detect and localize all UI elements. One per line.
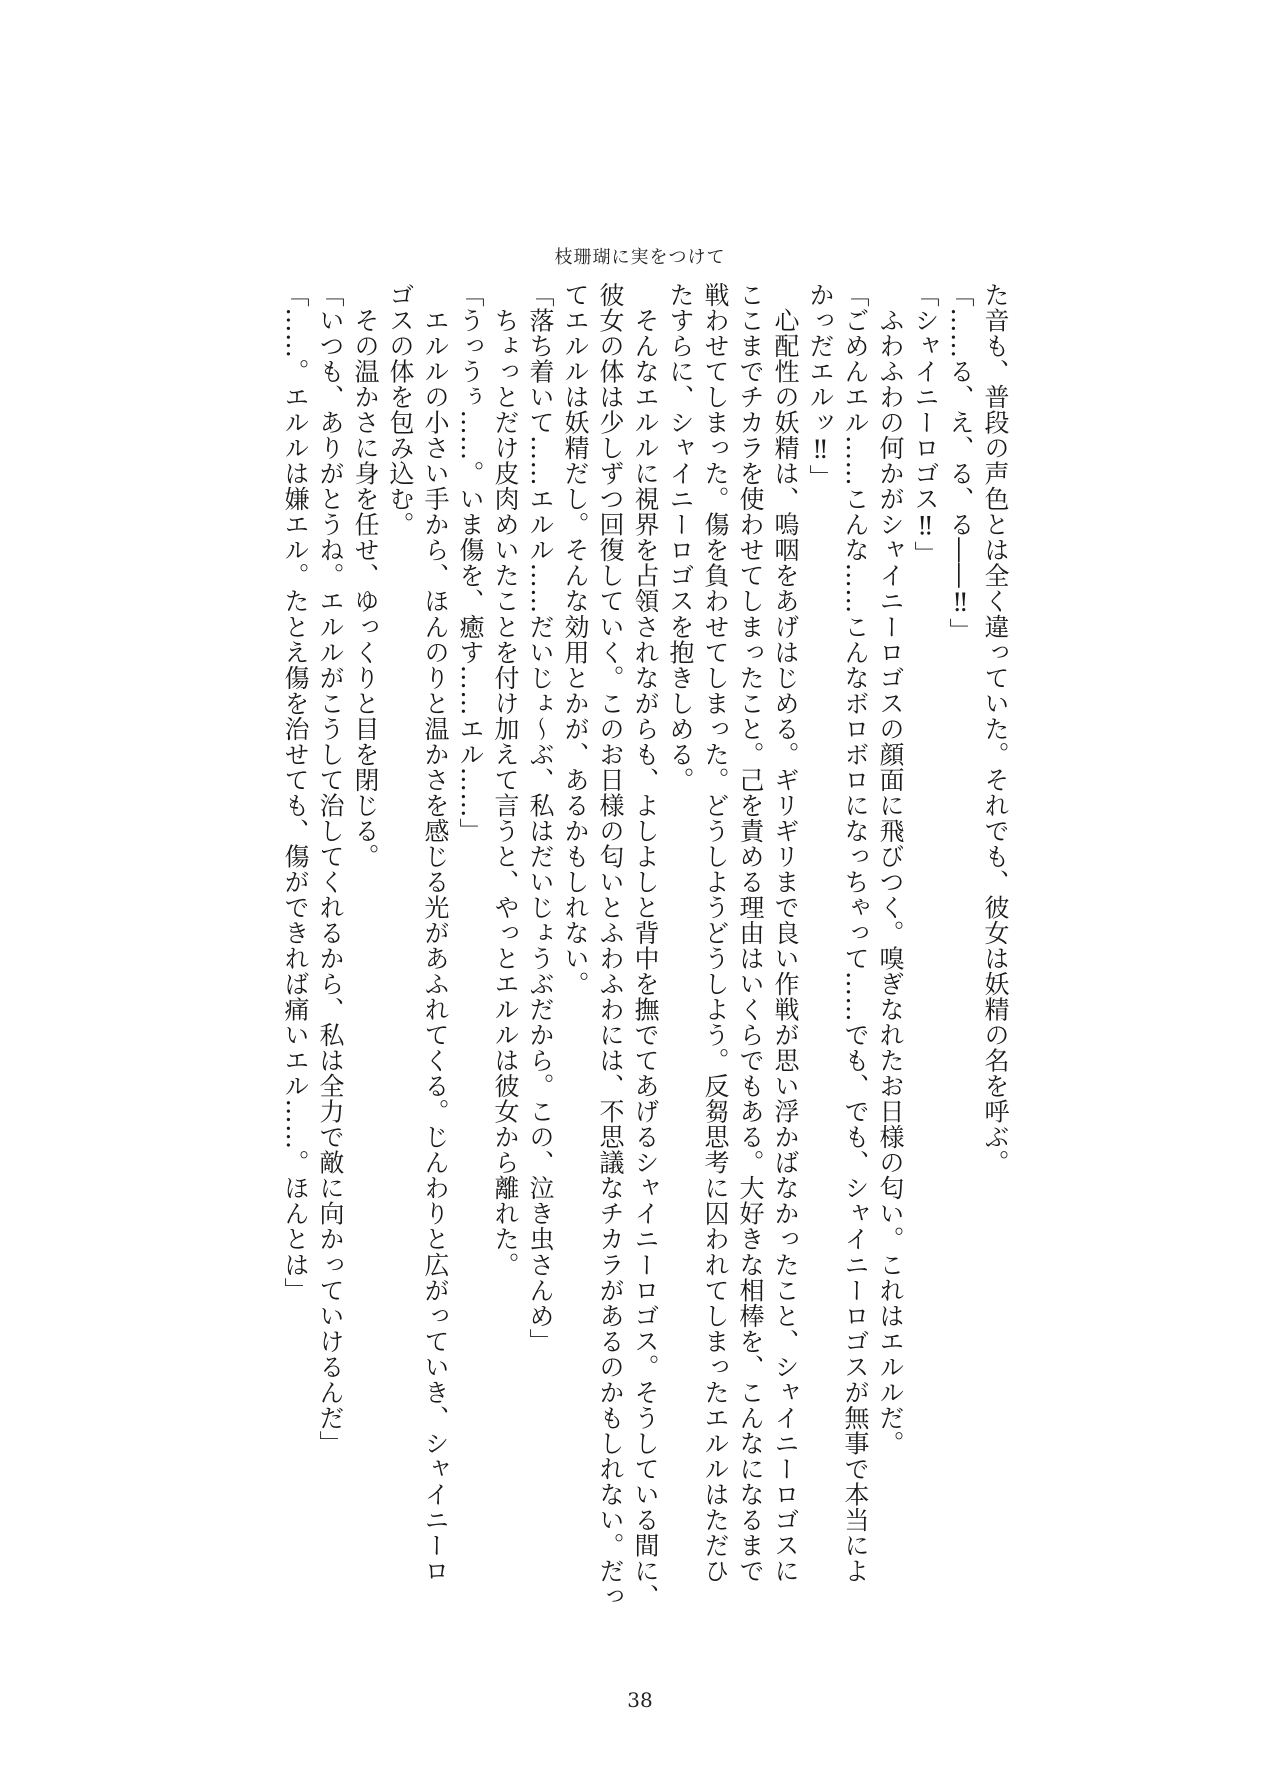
- text-line: そんなエルルに視界を占領されながらも、よしよしと背中を撫でてあげるシャイニーロゴス。そうしている間に、: [631, 282, 660, 1610]
- text-line: 「うっうぅ……。いま傷を、癒す……エル……」: [456, 282, 485, 844]
- text-line: ちょっとだけ皮肉めいたことを付け加えて言うと、やっとエルルは彼女から離れた。: [491, 282, 520, 1278]
- text-line: 「いつも、ありがとうね。エルルがこうして治してくれるから、私は全力で敵に向かっていけるんだ」: [316, 282, 345, 1456]
- text-line: 戦わせてしまった。傷を負わせてしまった。どうしようどうしよう。反芻思考に囚われてしまったエルルはただひ: [701, 282, 730, 1584]
- text-line: ゴスの体を包み込む。: [386, 282, 415, 538]
- text-line: エルルの小さい手から、ほんのりと温かさを感じる光があふれてくる。じんわりと広がっていき、シャイニーロ: [421, 282, 450, 1584]
- text-line: ふわふわの何かがシャイニーロゴスの顔面に飛びつく。嗅ぎなれたお日様の匂い。これはエルルだ。: [876, 282, 905, 1456]
- text-line: 心配性の妖精は、嗚咽をあげはじめる。ギリギリまで良い作戦が思い浮かばなかったこと、シャイニーロゴスに: [771, 282, 800, 1584]
- vertical-body-text: [268, 282, 1013, 1622]
- text-line: かっだエルッ‼」: [806, 282, 835, 491]
- text-line: 「ごめんエル……こんな……こんなボロボロになっちゃって……でも、でも、シャイニーロゴスが無事で本当によ: [841, 282, 870, 1584]
- page-number: 38: [627, 1688, 653, 1712]
- text-line: その温かさに身を任せ、ゆっくりと目を閉じる。: [351, 282, 380, 869]
- text-line: 彼女の体は少しずつ回復していく。このお日様の匂いとふわふわには、不思議なチカラがあるのかもしれない。だっ: [596, 282, 625, 1610]
- text-line: た音も、普段の声色とは全く違っていた。それでも、彼女は妖精の名を呼ぶ。: [981, 282, 1010, 1176]
- text-line: 「落ち着いて……エルル……だいじょ〜ぶ、私はだいじょうぶだから。この、泣き虫さんめ」: [526, 282, 555, 1354]
- text-line: 「シャイニーロゴス‼」: [911, 282, 940, 567]
- text-line: てエルルは妖精だし。そんな効用とかが、あるかもしれない。: [561, 282, 590, 997]
- running-head: 枝珊瑚に実をつけて: [554, 247, 726, 268]
- text-line: ここまでチカラを使わせてしまったこと。己を責める理由はいくらでもある。大好きな相棒を、こんなになるまで: [736, 282, 765, 1584]
- text-line: 「……る、え、る、る――‼」: [946, 282, 975, 644]
- text-line: 「……。エルルは嫌エル。たとえ傷を治せても、傷ができれば痛いエル……。ほんとは」: [281, 282, 310, 1303]
- text-line: たすらに、シャイニーロゴスを抱きしめる。: [666, 282, 695, 793]
